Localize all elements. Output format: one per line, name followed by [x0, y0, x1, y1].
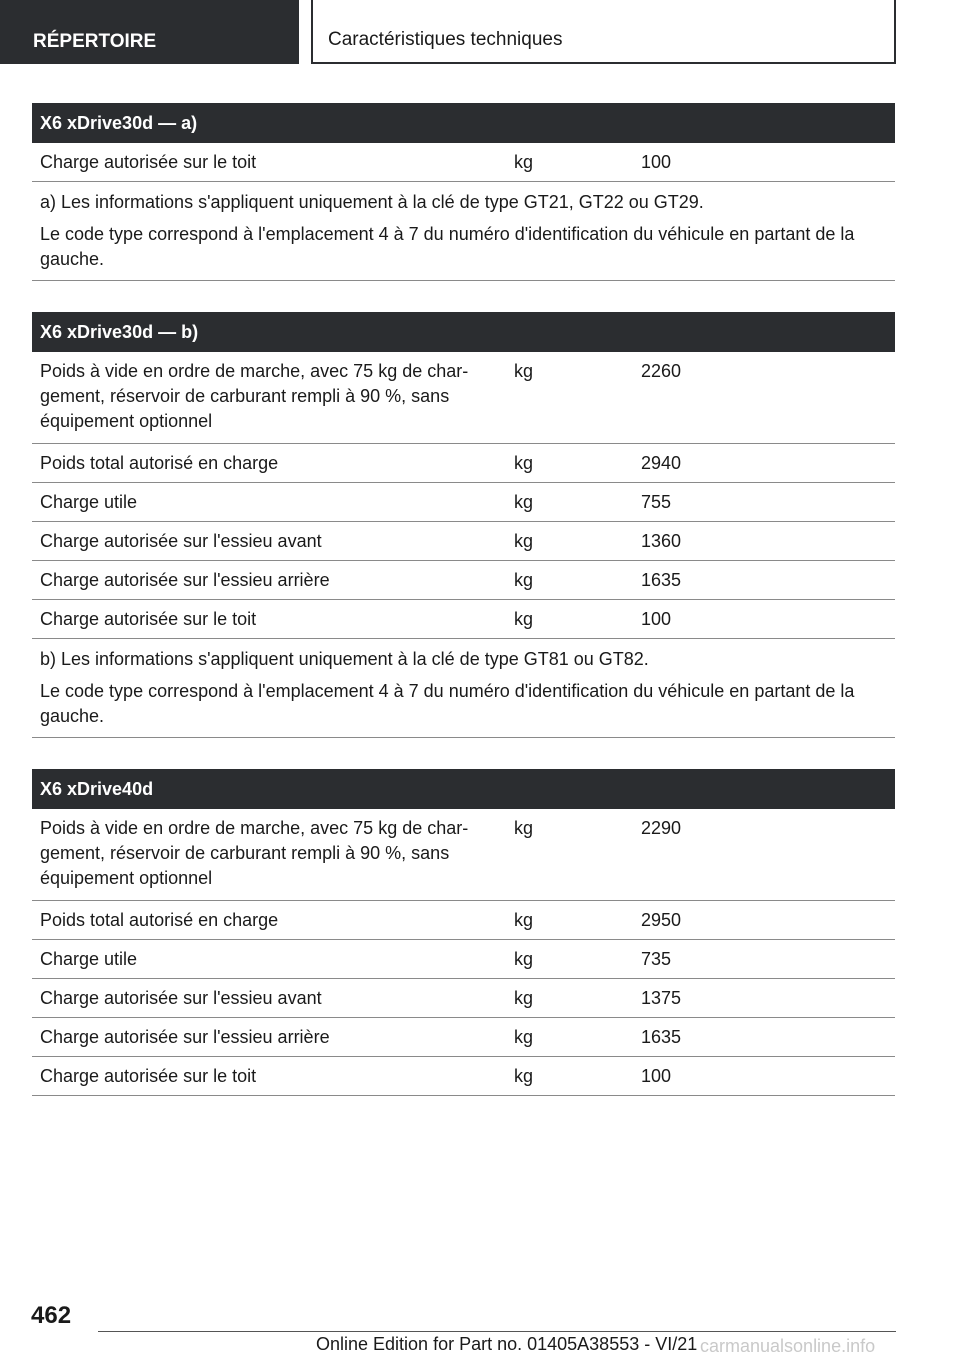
- table-row: [32, 444, 895, 483]
- row-value: 100: [641, 1066, 672, 1086]
- row-label: Charge autorisée sur l'essieu avant: [40, 988, 322, 1008]
- row-label: Charge autorisée sur le toit: [40, 1066, 257, 1086]
- table-footnote: [32, 639, 895, 738]
- row-value: 1360: [641, 531, 682, 551]
- row-value: 1635: [641, 570, 682, 590]
- table-row: [32, 600, 895, 639]
- row-unit: kg: [514, 1027, 534, 1047]
- table-title: X6 xDrive30d — a): [32, 103, 895, 143]
- footnote-text: a) Les informations s'appliquent uniquement à la clé de type GT21, GT22 ou GT29.: [40, 192, 704, 212]
- footnote-text: Le code type correspond à l'emplacement 4 à 7 du numéro d'identification du véhicule en partant de la gauche.: [40, 681, 855, 726]
- table-title: X6 xDrive40d: [32, 769, 895, 809]
- chapter-title: Caractéristiques techniques: [328, 29, 563, 50]
- table-row: [32, 561, 895, 600]
- row-unit: kg: [514, 492, 534, 512]
- row-label: Charge autorisée sur l'essieu avant: [40, 531, 322, 551]
- table-row: [32, 522, 895, 561]
- row-unit: kg: [514, 1066, 534, 1086]
- spec-content: [32, 103, 895, 1127]
- footer-divider: [98, 1331, 896, 1332]
- row-unit: kg: [514, 453, 534, 473]
- row-label: Charge autorisée sur l'essieu arrière: [40, 570, 330, 590]
- row-value: 2940: [641, 453, 682, 473]
- row-unit: kg: [514, 361, 534, 381]
- row-unit: kg: [514, 570, 534, 590]
- row-label: Charge autorisée sur le toit: [40, 609, 257, 629]
- section-title: RÉPERTOIRE: [33, 31, 157, 52]
- row-label: Poids à vide en ordre de marche, avec 75 kg de char-gement, réservoir de carburant rempli à 90 %, sans équipement optionnel: [40, 361, 469, 431]
- row-value: 2260: [641, 361, 682, 381]
- row-unit: kg: [514, 818, 534, 838]
- table-row: [32, 1018, 895, 1057]
- table-row: [32, 352, 895, 444]
- spec-table-x6-30d-b: [32, 312, 895, 738]
- row-label: Charge autorisée sur le toit: [40, 152, 257, 172]
- chapter-header: [311, 0, 896, 64]
- spec-table-x6-30d-a: [32, 103, 895, 281]
- table-row: [32, 1057, 895, 1096]
- table-row: [32, 979, 895, 1018]
- row-unit: kg: [514, 531, 534, 551]
- row-label: Charge utile: [40, 949, 138, 969]
- table-row: [32, 901, 895, 940]
- footnote-text: Le code type correspond à l'emplacement 4 à 7 du numéro d'identification du véhicule en partant de la gauche.: [40, 224, 855, 269]
- row-unit: kg: [514, 152, 534, 172]
- row-unit: kg: [514, 910, 534, 930]
- watermark: carmanualsonline.info: [700, 1336, 876, 1356]
- row-unit: kg: [514, 949, 534, 969]
- table-title: X6 xDrive30d — b): [32, 312, 895, 352]
- row-value: 2950: [641, 910, 682, 930]
- row-value: 1635: [641, 1027, 682, 1047]
- section-tab[interactable]: [0, 0, 299, 64]
- row-label: Poids total autorisé en charge: [40, 453, 279, 473]
- spec-table-x6-40d: [32, 769, 895, 1096]
- row-label: Charge autorisée sur l'essieu arrière: [40, 1027, 330, 1047]
- page-number: 462: [31, 1302, 72, 1329]
- row-unit: kg: [514, 609, 534, 629]
- row-value: 735: [641, 949, 672, 969]
- row-value: 100: [641, 152, 672, 172]
- row-label: Poids à vide en ordre de marche, avec 75 kg de char-gement, réservoir de carburant rempli à 90 %, sans équipement optionnel: [40, 818, 469, 888]
- row-value: 100: [641, 609, 672, 629]
- row-value: 755: [641, 492, 672, 512]
- row-value: 1375: [641, 988, 682, 1008]
- table-row: [32, 809, 895, 901]
- row-unit: kg: [514, 988, 534, 1008]
- table-row: [32, 483, 895, 522]
- row-value: 2290: [641, 818, 682, 838]
- table-row: [32, 940, 895, 979]
- row-label: Poids total autorisé en charge: [40, 910, 279, 930]
- edition-text: Online Edition for Part no. 01405A38553 - VI/21: [316, 1334, 698, 1354]
- footnote-text: b) Les informations s'appliquent uniquement à la clé de type GT81 ou GT82.: [40, 649, 649, 669]
- table-footnote: [32, 182, 895, 281]
- row-label: Charge utile: [40, 492, 138, 512]
- table-row: [32, 143, 895, 182]
